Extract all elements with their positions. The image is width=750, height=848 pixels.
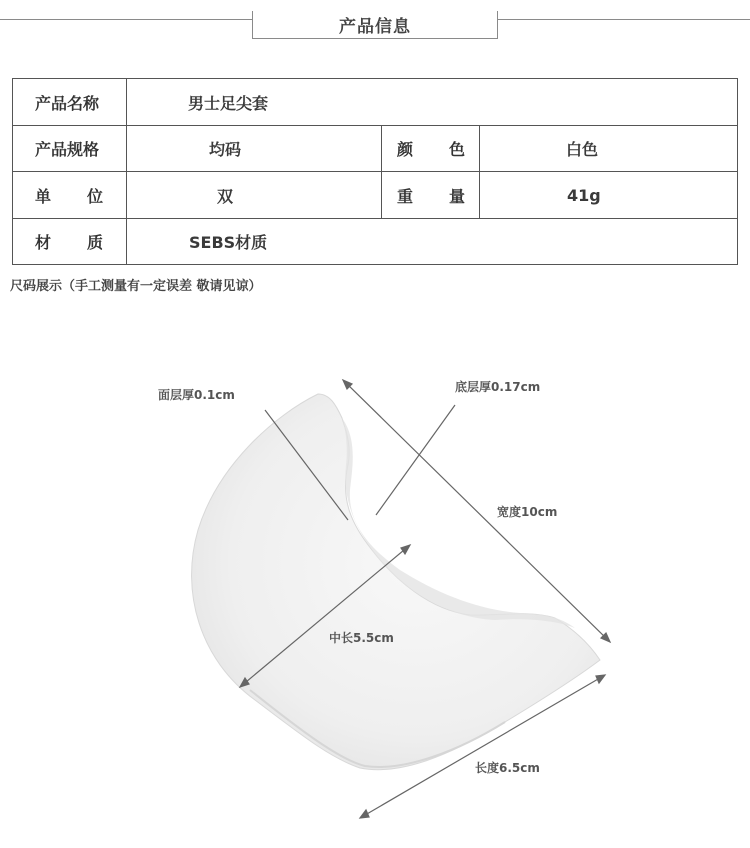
header-box bbox=[252, 11, 498, 39]
arrow-length-end bbox=[360, 810, 369, 818]
label-unit: 单 位 bbox=[13, 172, 127, 219]
value-spec: 均码 bbox=[127, 126, 382, 172]
label-width: 宽度10cm bbox=[497, 505, 558, 519]
table-row bbox=[13, 79, 738, 126]
header-rule-right bbox=[497, 19, 750, 20]
value-weight: 41g bbox=[480, 172, 738, 219]
label-length: 长度6.5cm bbox=[475, 761, 540, 775]
header-rule-left bbox=[0, 19, 252, 20]
pointer-bottom-thickness bbox=[376, 405, 455, 515]
product-info-table bbox=[12, 78, 738, 265]
product-diagram bbox=[0, 330, 750, 848]
value-color: 白色 bbox=[480, 126, 738, 172]
label-top-thickness: 面层厚0.1cm bbox=[158, 388, 235, 402]
label-bottom-thickness: 底层厚0.17cm bbox=[455, 380, 541, 394]
page-title: 产品信息 bbox=[339, 17, 411, 37]
value-material: SEBS材质 bbox=[127, 219, 738, 265]
label-product-name: 产品名称 bbox=[13, 79, 127, 126]
arrow-mid-start bbox=[401, 545, 410, 554]
value-product-name: 男士足尖套 bbox=[127, 79, 738, 126]
label-material: 材 质 bbox=[13, 219, 127, 265]
label-weight: 重 量 bbox=[382, 172, 480, 219]
table-row bbox=[13, 219, 738, 265]
table-row bbox=[13, 172, 738, 219]
label-color: 颜 色 bbox=[382, 126, 480, 172]
label-spec: 产品规格 bbox=[13, 126, 127, 172]
table-row bbox=[13, 126, 738, 172]
arrow-length-start bbox=[596, 675, 605, 683]
label-mid-length: 中长5.5cm bbox=[329, 631, 394, 645]
value-unit: 双 bbox=[127, 172, 382, 219]
size-caption: 尺码展示（手工测量有一定误差 敬请见谅） bbox=[10, 279, 262, 294]
